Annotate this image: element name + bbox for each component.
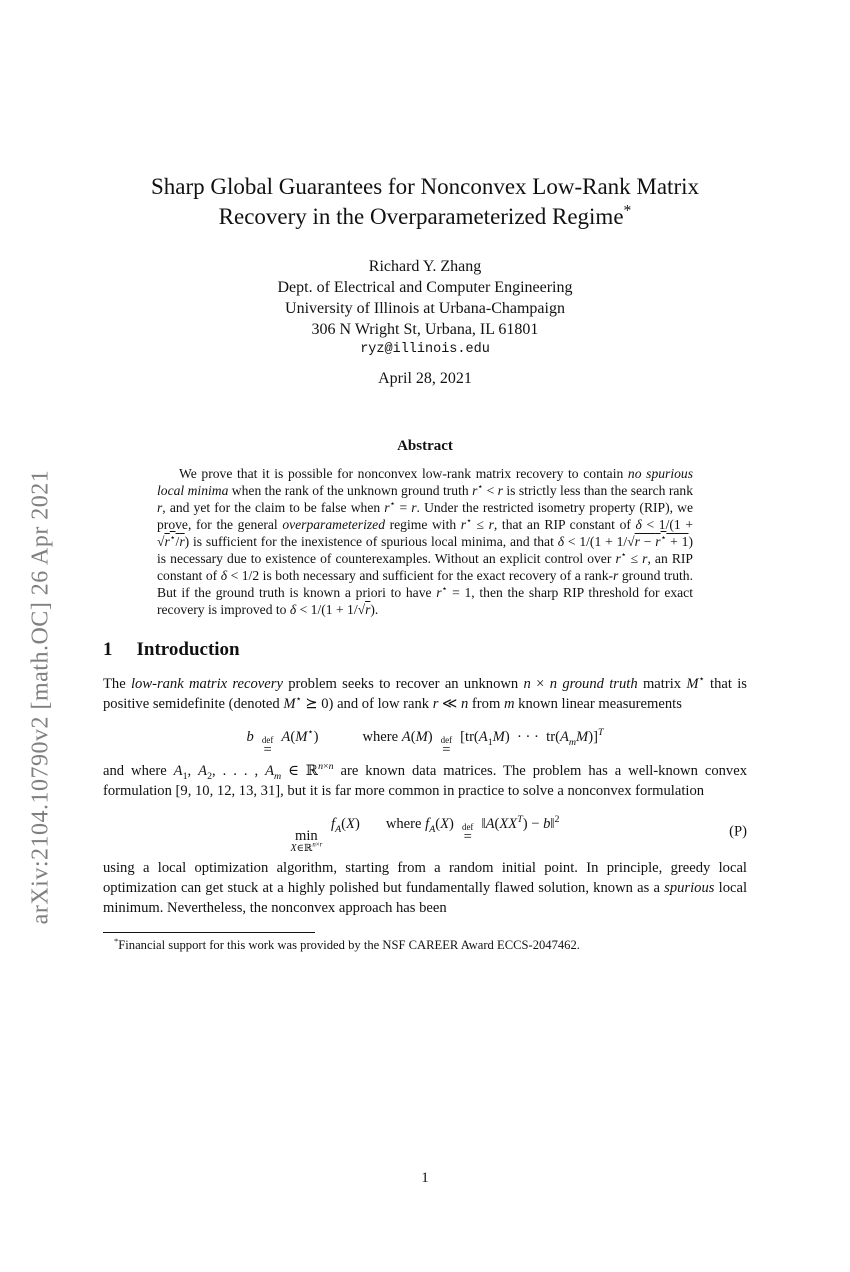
author-email: ryz@illinois.edu <box>360 342 490 357</box>
paper-title <box>70 172 780 232</box>
section-number: 1 <box>103 639 113 660</box>
paper-title-line-1: Sharp Global Guarantees for Nonconvex Low-Rank Matrix <box>150 174 699 199</box>
arxiv-watermark: arXiv:2104.10790v2 [math.OC] 26 Apr 2021 <box>27 469 54 925</box>
intro-paragraph-1: The low-rank matrix recovery problem seeks to recover an unknown n × n ground truth matrix M⋆ that is positive semidefinite (denoted M⋆ ⪰ 0) and of low rank r ≪ n from m known linear measurements <box>103 674 747 712</box>
author-university: University of Illinois at Urbana-Champaign <box>285 300 565 317</box>
paper-date: April 28, 2021 <box>378 370 472 387</box>
author-name: Richard Y. Zhang <box>368 258 482 275</box>
footnote-rule <box>103 932 315 933</box>
author-department: Dept. of Electrical and Computer Engineering <box>277 279 573 296</box>
equation-nonconvex-content: min X∈ℝ$^{n\times r}$ $f_A(X)$ where $f_A(X)$ def = $‖A(XX^T)$ − b‖$^2$ <box>290 814 560 855</box>
section-heading-introduction <box>103 638 747 662</box>
abstract-heading: Abstract <box>397 438 453 454</box>
equation-tag-P: (P) <box>729 823 747 840</box>
abstract-text: We prove that it is possible for nonconvex low-rank matrix recovery to contain no spurious local minima when the rank of the unknown ground truth r⋆ < r is strictly less than the search rank r, and yet for the claim to be false when r⋆ = r. Under the restricted isometry property (RIP), we prove, for the general overparameterized regime with r⋆ ≤ r, that an RIP constant of δ < 1/(1 + √r⋆/r) is sufficient for the inexistence of spurious local minima, and that δ < 1/(1 + 1/√r − r⋆ + 1) is necessary due to existence of counterexamples. Without an explicit control over r⋆ ≤ r, an RIP constant of δ < 1/2 is both necessary and sufficient for the exact recovery of a rank-r ground truth. But if the ground truth is known a priori to have r⋆ = 1, then the sharp RIP threshold for exact recovery is improved to δ < 1/(1 + 1/√r). <box>157 466 694 617</box>
equation-measurement-content: b def = A(M⋆) where A(M) def = [$tr(A_1M)$ · · · $tr(A_mM)]^T$ <box>246 727 604 759</box>
equation-nonconvex-problem <box>103 809 747 854</box>
intro-paragraph-3: using a local optimization algorithm, starting from a random initial point. In principle, greedy local optimization can get stuck at a highly polished but fundamentally flawed solution, known as a spurious local minimum. Nevertheless, the nonconvex approach has been <box>103 860 748 917</box>
intro-paragraph-2: and where $A_1$, $A_2$, . . . , $A_m$ ∈ ℝ$^{n\times n}$ are known data matrices. The problem has a well-known convex formulation [9, 10, 12, 13, 31], but it is far more common in practice to solve a nonconvex formulation <box>103 761 747 800</box>
author-address: 306 N Wright St, Urbana, IL 61801 <box>311 321 539 338</box>
author-block <box>0 256 850 359</box>
page-number: 1 <box>421 1170 429 1186</box>
equation-measurement-definition <box>103 722 747 757</box>
footnote-text: *Financial support for this work was provided by the NSF CAREER Award ECCS-2047462. <box>114 936 580 953</box>
abstract-section <box>157 437 693 618</box>
paper-title-line-2: Recovery in the Overparameterized Regime* <box>218 202 632 229</box>
section-title: Introduction <box>136 639 240 660</box>
